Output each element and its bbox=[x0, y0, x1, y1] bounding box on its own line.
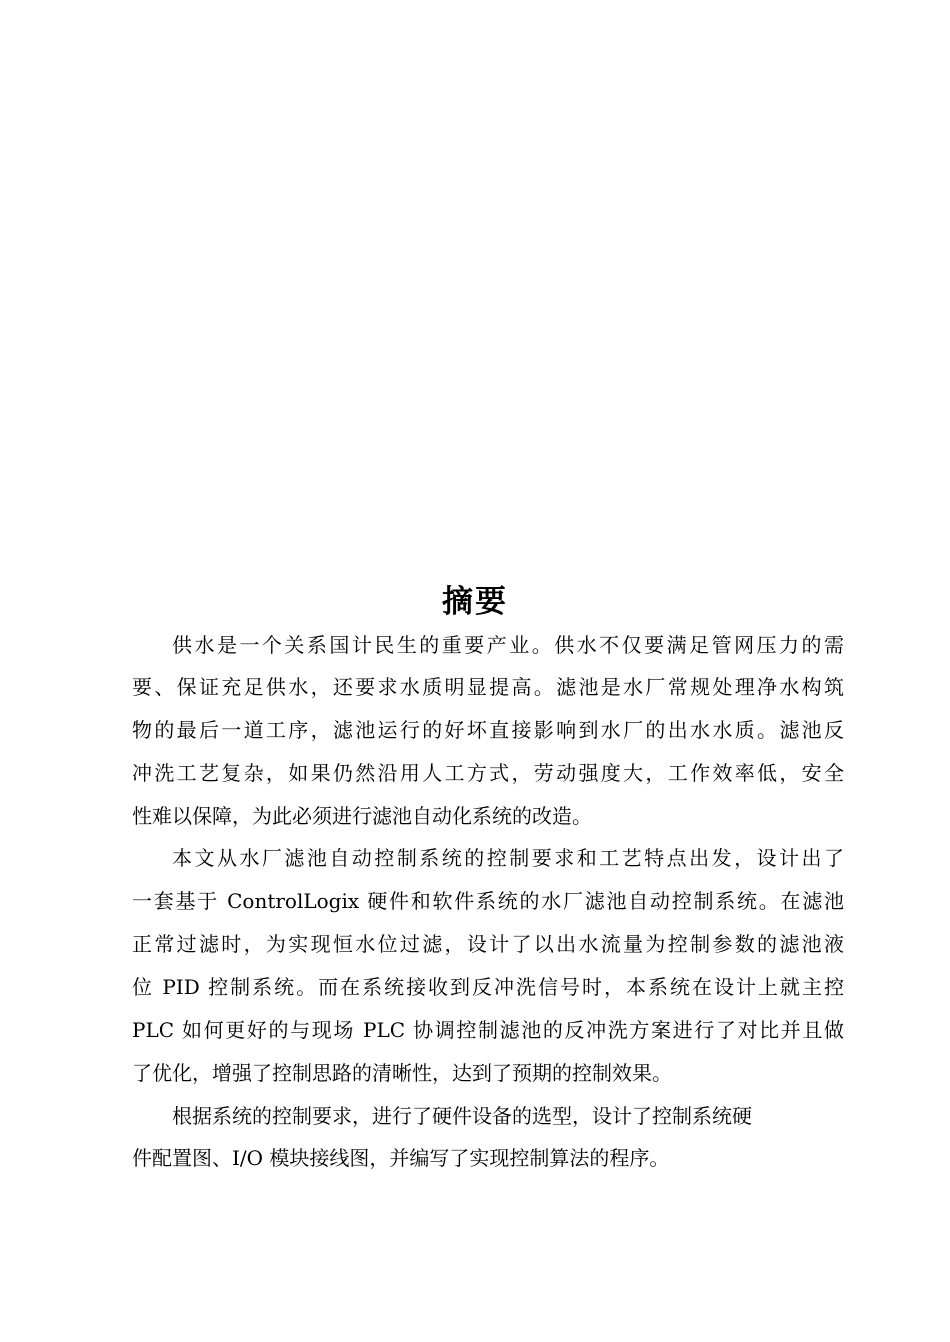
paragraph-1-line-4: 冲洗工艺复杂，如果仍然沿用人工方式，劳动强度大，工作效率低，安全 bbox=[132, 761, 844, 785]
paragraph-3-line-1: 根据系统的控制要求，进行了硬件设备的选型，设计了控制系统硬 bbox=[172, 1104, 752, 1128]
paragraph-2-line-4: 位 PID 控制系统。而在系统接收到反冲洗信号时，本系统在设计上就主控 bbox=[132, 975, 844, 999]
paragraph-2-line-6: 了优化，增强了控制思路的清晰性，达到了预期的控制效果。 bbox=[132, 1061, 672, 1085]
paragraph-1-line-1: 供水是一个关系国计民生的重要产业。供水不仅要满足管网压力的需 bbox=[172, 633, 844, 657]
paragraph-1-line-5: 性难以保障，为此必须进行滤池自动化系统的改造。 bbox=[132, 804, 592, 828]
paragraph-1-line-2: 要、保证充足供水，还要求水质明显提高。滤池是水厂常规处理净水构筑 bbox=[132, 675, 844, 699]
paragraph-2-line-3: 正常过滤时，为实现恒水位过滤，设计了以出水流量为控制参数的滤池液 bbox=[132, 932, 844, 956]
paragraph-2-line-1: 本文从水厂滤池自动控制系统的控制要求和工艺特点出发，设计出了 bbox=[172, 846, 844, 870]
paragraph-2-line-2: 一套基于 ControlLogix 硬件和软件系统的水厂滤池自动控制系统。在滤池 bbox=[132, 889, 844, 913]
paragraph-2-line-5: PLC 如何更好的与现场 PLC 协调控制滤池的反冲洗方案进行了对比并且做 bbox=[132, 1018, 844, 1042]
paragraph-3-line-2: 件配置图、I/O 模块接线图，并编写了实现控制算法的程序。 bbox=[132, 1146, 670, 1170]
abstract-title: 摘要 bbox=[442, 584, 508, 620]
paragraph-1-line-3: 物的最后一道工序，滤池运行的好坏直接影响到水厂的出水水质。滤池反 bbox=[132, 718, 844, 742]
